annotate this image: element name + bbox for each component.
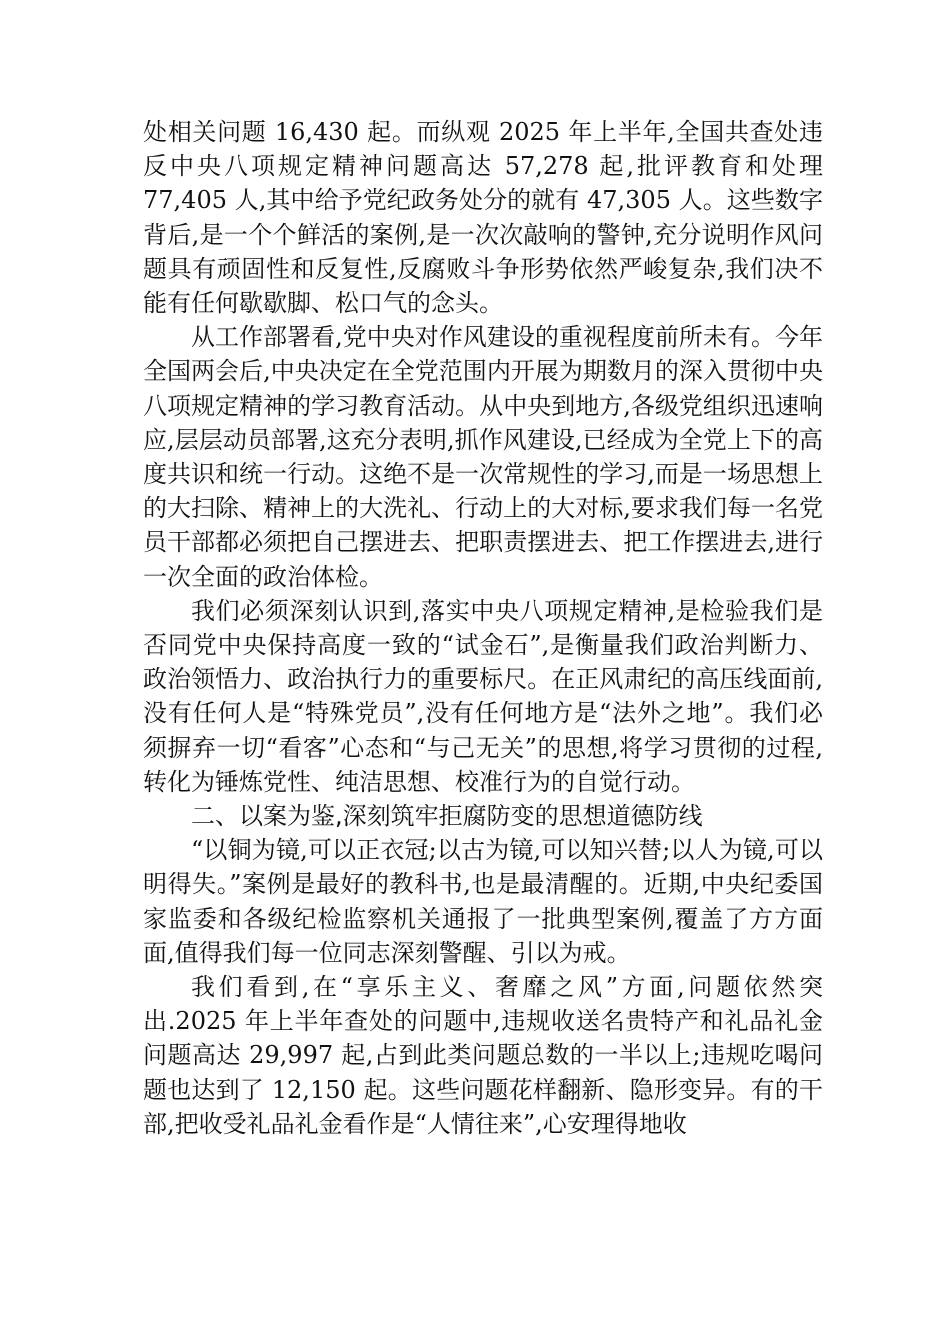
document-page [143, 115, 823, 1141]
paragraph-mirror-quote: “以铜为镜,可以正衣冠;以古为镜,可以知兴替;以人为镜,可以明得失。”案例是最好的教科书,也是最清醒的。近期,中央纪委国家监委和各级纪检监察机关通报了一批典型案例,覆盖了方方面面,值得我们每一位同志深刻警醒、引以为戒。 [143, 836, 823, 967]
section-heading-two: 二、以案为鉴,深刻筑牢拒腐防变的思想道德防线 [191, 802, 703, 831]
paragraph-deep-understanding: 我们必须深刻认识到,落实中央八项规定精神,是检验我们是否同党中央保持高度一致的“试金石”,是衡量我们政治判断力、政治领悟力、政治执行力的重要标尺。在正风肃纪的高压线面前,没有任何人是“特殊党员”,没有任何地方是“法外之地”。我们必须摒弃一切“看客”心态和“与己无关”的思想,将学习贯彻的过程,转化为锤炼党性、纯洁思想、校准行为的自觉行动。 [143, 596, 823, 796]
paragraph-work-deployment: 从工作部署看,党中央对作风建设的重视程度前所未有。今年全国两会后,中央决定在全党范围内开展为期数月的深入贯彻中央八项规定精神的学习教育活动。从中央到地方,各级党组织迅速响应,层层动员部署,这充分表明,抓作风建设,已经成为全党上下的高度共识和统一行动。这绝不是一次常规性的学习,而是一场思想上的大扫除、精神上的大洗礼、行动上的大对标,要求我们每一名党员干部都必须把自己摆进去、把职责摆进去、把工作摆进去,进行一次全面的政治体检。 [143, 323, 823, 591]
paragraph-hedonism-cases: 我们看到,在“享乐主义、奢靡之风”方面,问题依然突出.2025 年上半年查处的问题中,违规收送名贵特产和礼品礼金问题高达 29,997 起,占到此类问题总数的一半以上;违规吃喝问题也达到了 12,150 起。这些问题花样翻新、隐形变异。有的干部,把收受礼品礼金看作是“人情往来”,心安理得地收 [143, 973, 823, 1138]
paragraph-continuation: 处相关问题 16,430 起。而纵观 2025 年上半年,全国共查处违反中央八项规定精神问题高达 57,278 起,批评教育和处理 77,405 人,其中给予党纪政务处分的就有 47,305 人。这些数字背后,是一个个鲜活的案例,是一次次敲响的警钟,充分说明作风问题具有顽固性和反复性,反腐败斗争形势依然严峻复杂,我们决不能有任何歇歇脚、松口气的念头。 [143, 118, 823, 318]
